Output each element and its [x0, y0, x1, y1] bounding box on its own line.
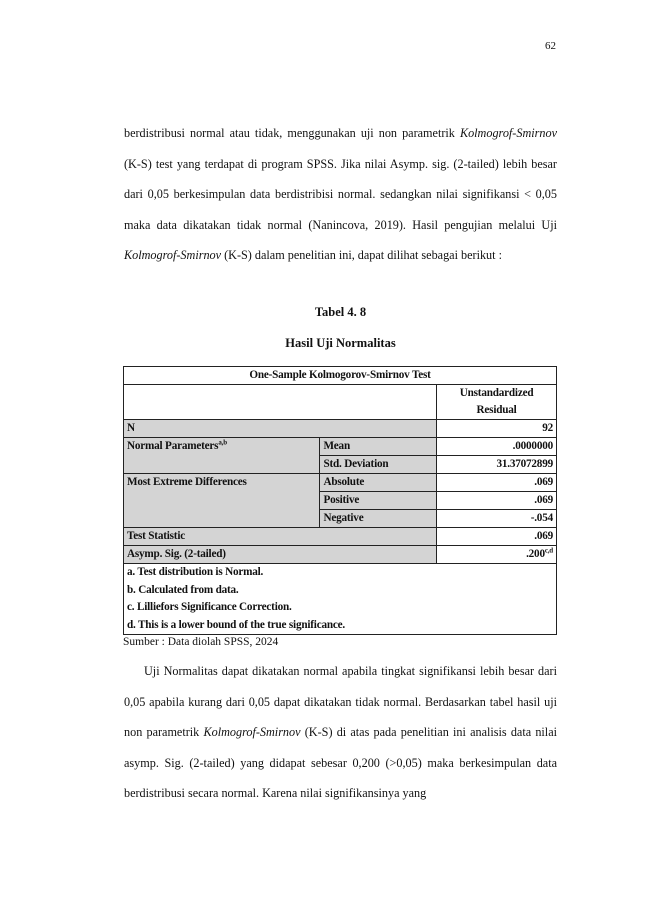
- normal-params-label: Normal Parameters: [127, 440, 219, 452]
- asymp-value: .200: [526, 548, 545, 560]
- para2-text-2: (K-S) di atas pada penelitian ini analisis data nilai asymp. Sig. (2-tailed) yang didapat sebesar 0,200 (>0,05) maka berkesimpulan data berdistribusi secara normal. Karena nilai signifikansinya yang: [124, 725, 557, 801]
- para2-text-1: Uji Normalitas dapat dikatakan normal apabila tingkat signifikansi lebih besar dari 0,05 apabila kurang dari 0,05 dapat dikatakan tidak normal. Berdasarkan tabel hasil uji non parametrik: [124, 664, 557, 740]
- para1-italic-1: Kolmogrof-Smirnov: [459, 126, 557, 140]
- header-empty-cell: [124, 385, 437, 420]
- table-subtitle: Hasil Uji Normalitas: [285, 336, 396, 350]
- test-stat-label: Test Statistic: [124, 528, 437, 546]
- positive-value: .069: [437, 492, 557, 510]
- absolute-label: Absolute: [320, 474, 437, 492]
- std-value: 31.37072899: [437, 456, 557, 474]
- column-header: [437, 385, 557, 420]
- page-number: 62: [545, 40, 556, 52]
- para1-italic-2: Kolmogrof-Smirnov: [124, 248, 222, 263]
- note-c: c. Lilliefors Significance Correction.: [127, 601, 292, 613]
- positive-label: Positive: [320, 492, 437, 510]
- mean-value: .0000000: [437, 438, 557, 456]
- note-b: b. Calculated from data.: [127, 583, 239, 596]
- note-d: d. This is a lower bound of the true significance.: [127, 618, 346, 631]
- table-notes: [124, 564, 557, 635]
- negative-value: -.054: [437, 510, 557, 528]
- mean-label: Mean: [320, 438, 437, 456]
- absolute-value: .069: [437, 474, 557, 492]
- para2-italic-1: Kolmogrof-Smirnov: [203, 725, 301, 740]
- n-value: 92: [437, 420, 557, 438]
- paragraph-conclusion: [124, 656, 557, 809]
- column-header-line2: Residual: [476, 404, 517, 416]
- n-label: N: [124, 420, 437, 438]
- ks-test-table: [123, 366, 557, 635]
- extreme-label: Most Extreme Differences: [124, 474, 320, 528]
- normal-params-sup: a,b: [218, 438, 227, 447]
- table-title: Tabel 4. 8: [314, 305, 367, 319]
- test-stat-value: .069: [437, 528, 557, 546]
- para1-text-2: (K-S) test yang terdapat di program SPSS. Jika nilai Asymp. sig. (2-tailed) lebih besar dari 0,05 berkesimpulan data berdistribisi normal. sedangkan nilai signifikansi < 0,05 maka data dikatakan tidak normal (Nanincova, 2019). Hasil pengujian melalui Uji: [124, 156, 557, 232]
- asymp-label: Asymp. Sig. (2-tailed): [124, 546, 437, 564]
- asymp-value-cell: [437, 546, 557, 564]
- para1-text-1: berdistribusi normal atau tidak, menggunakan uji non parametrik: [124, 126, 460, 140]
- negative-label: Negative: [320, 510, 437, 528]
- paragraph-intro: [124, 118, 557, 271]
- table-header-title: One-Sample Kolmogorov-Smirnov Test: [124, 367, 557, 385]
- note-a: a. Test distribution is Normal.: [127, 566, 264, 578]
- para1-text-3: (K-S) dalam penelitian ini, dapat dilihat sebagai berikut :: [221, 248, 502, 263]
- asymp-sup: c,d: [544, 546, 553, 555]
- column-header-line1: Unstandardized: [459, 387, 534, 399]
- table-source: Sumber : Data diolah SPSS, 2024: [123, 636, 279, 648]
- std-label: Std. Deviation: [320, 456, 437, 474]
- normal-params-label-cell: [124, 438, 320, 474]
